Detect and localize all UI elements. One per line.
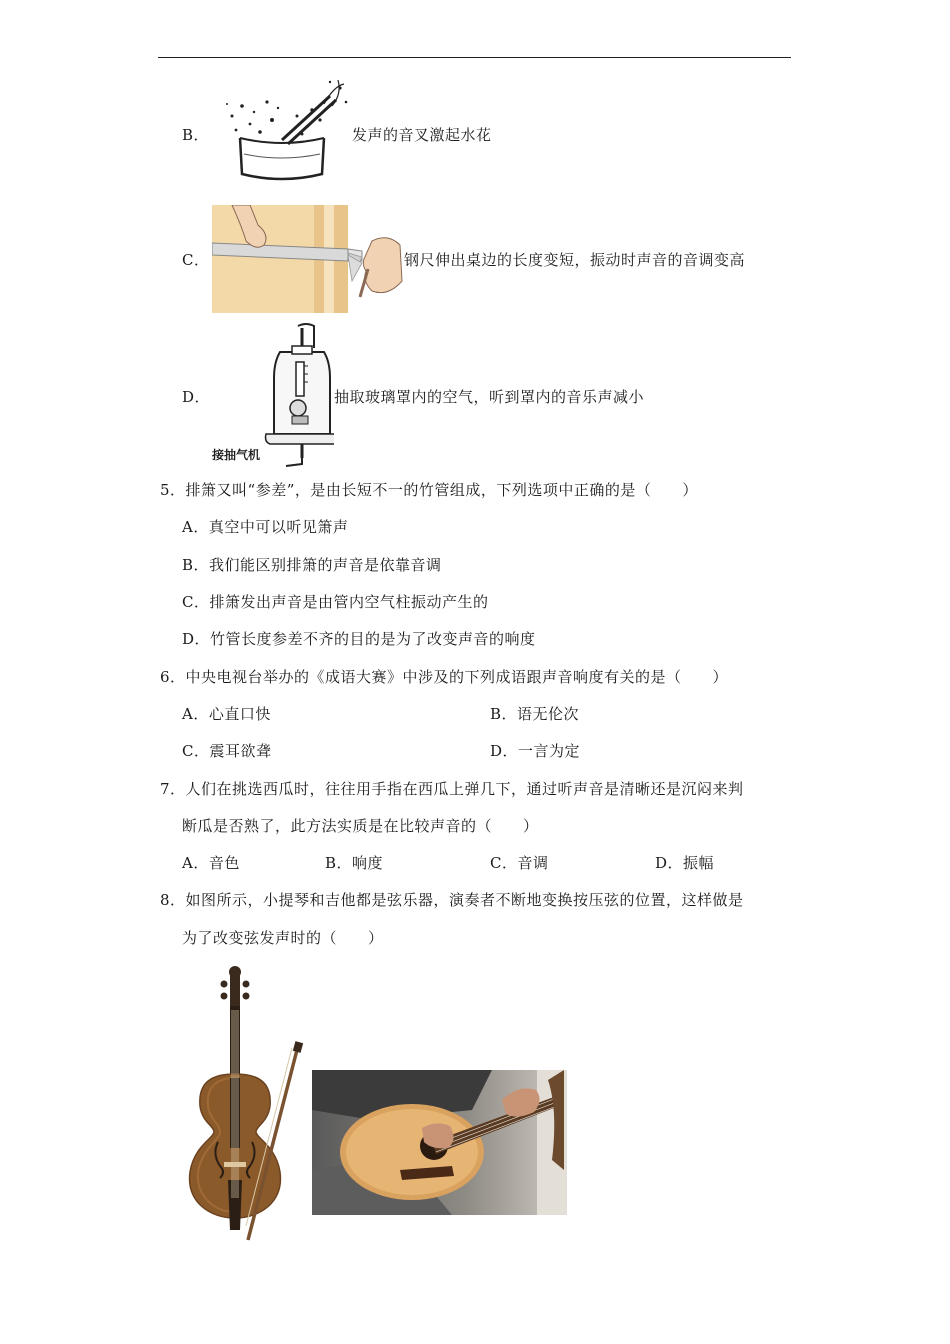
option-d-letter: D． — [182, 388, 211, 406]
q6-option-b: B．语无伦次 — [490, 705, 580, 723]
q7-option-b: B．响度 — [325, 854, 384, 872]
option-b-caption: 发声的音叉激起水花 — [352, 126, 492, 144]
pump-label: 接抽气机 — [212, 448, 261, 462]
bell-jar-figure — [210, 322, 334, 470]
q5-option-d: D．竹管长度参差不齐的目的是为了改变声音的响度 — [182, 630, 536, 648]
q8-stem-line1: 8．如图所示，小提琴和吉他都是弦乐器，演奏者不断地变换按压弦的位置，这样做是 — [160, 891, 744, 909]
q5-stem: 5．排箫又叫“参差”，是由长短不一的竹管组成，下列选项中正确的是（ ） — [160, 481, 698, 499]
q7-stem-line2: 断瓜是否熟了，此方法实质是在比较声音的（ ） — [182, 817, 539, 835]
violin-figure — [184, 966, 306, 1246]
q6-option-a: A．心直口快 — [182, 705, 271, 723]
q8-stem-line2: 为了改变弦发声时的（ ） — [182, 929, 384, 947]
q5-option-a: A．真空中可以听见箫声 — [182, 518, 349, 536]
q7-option-a: A．音色 — [182, 854, 240, 872]
q7-stem-line1: 7．人们在挑选西瓜时，往往用手指在西瓜上弹几下，通过听声音是清晰还是沉闷来判 — [160, 780, 744, 798]
q7-option-d: D．振幅 — [655, 854, 715, 872]
q6-stem: 6．中央电视台举办的《成语大赛》中涉及的下列成语跟声音响度有关的是（ ） — [160, 668, 729, 686]
tuning-fork-water-figure — [212, 76, 352, 184]
option-c-letter: C． — [182, 251, 210, 269]
q6-option-c: C．震耳欲聋 — [182, 742, 272, 760]
option-b-letter: B． — [182, 126, 210, 144]
q5-option-c: C．排箫发出声音是由管内空气柱振动产生的 — [182, 593, 489, 611]
guitar-photo-figure — [312, 1070, 567, 1215]
q7-option-c: C．音调 — [490, 854, 549, 872]
option-c-caption: 钢尺伸出桌边的长度变短，振动时声音的音调变高 — [404, 251, 746, 269]
header-rule — [158, 57, 791, 58]
q6-option-d: D．一言为定 — [490, 742, 581, 760]
steel-ruler-figure — [212, 205, 404, 313]
q5-option-b: B．我们能区别排箫的声音是依靠音调 — [182, 556, 442, 574]
option-d-caption: 抽取玻璃罩内的空气，听到罩内的音乐声减小 — [334, 388, 645, 406]
